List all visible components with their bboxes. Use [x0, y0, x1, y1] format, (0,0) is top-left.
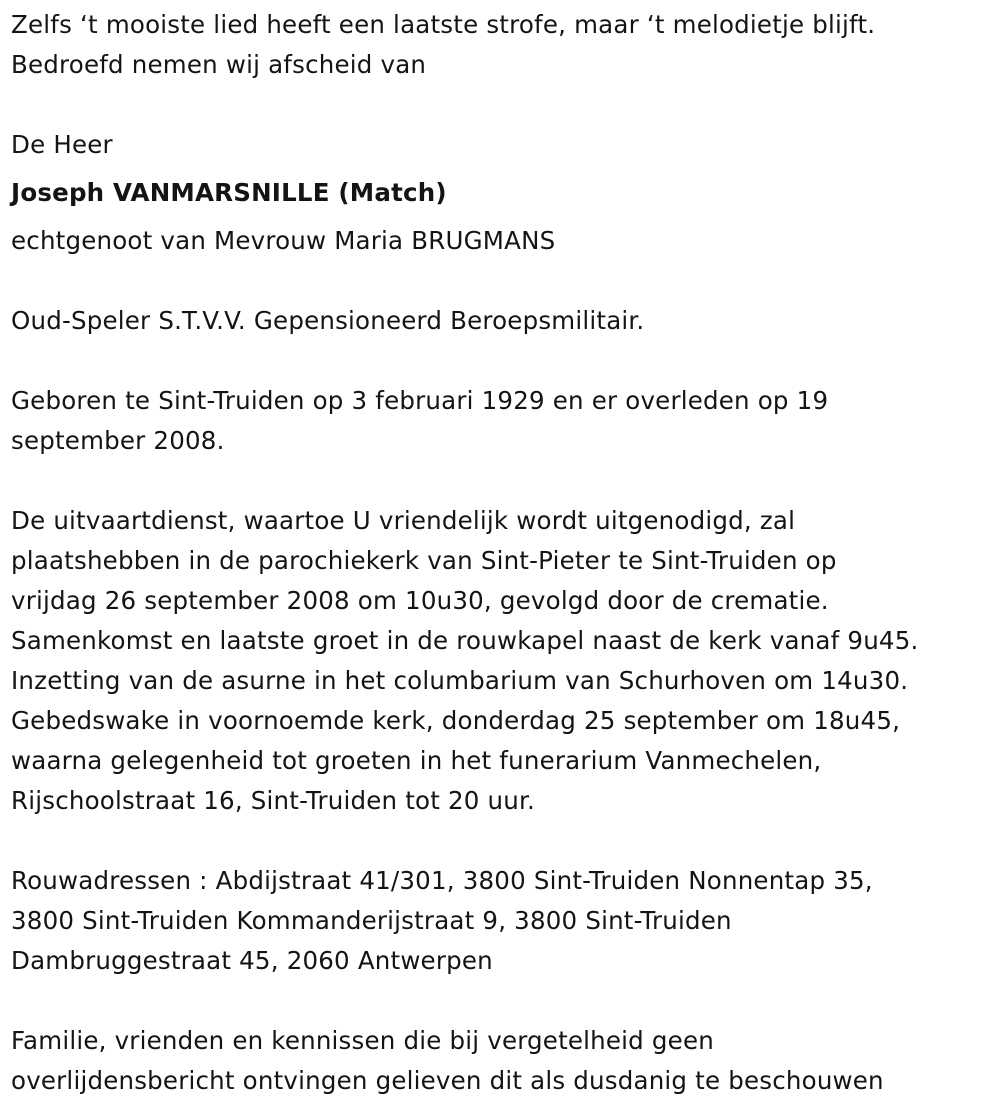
funeral-line: De uitvaartdienst, waartoe U vriendelijk wordt uitgenodigd, zal [11, 506, 796, 535]
spacer [11, 85, 991, 125]
funeral-line: Gebedswake in voornoemde kerk, donderdag 25 september om 18u45, [11, 706, 901, 735]
spouse-line: echtgenoot van Mevrouw Maria BRUGMANS [11, 226, 556, 255]
intro-paragraph [11, 5, 991, 85]
address-line: Dambruggestraat 45, 2060 Antwerpen [11, 946, 493, 975]
addresses-paragraph [11, 861, 991, 981]
spacer [11, 981, 991, 1021]
closing-line: overlijdensbericht ontvingen gelieven dit als dusdanig te beschouwen [11, 1066, 884, 1095]
deceased-name: Joseph VANMARSNILLE (Match) [11, 178, 447, 207]
funeral-line: Rijschoolstraat 16, Sint-Truiden tot 20 uur. [11, 786, 536, 815]
funeral-line: Samenkomst en laatste groet in de rouwkapel naast de kerk vanaf 9u45. [11, 626, 919, 655]
spacer [11, 261, 991, 301]
funeral-line: plaatshebben in de parochiekerk van Sint-Pieter te Sint-Truiden op [11, 546, 837, 575]
salutation: De Heer [11, 130, 113, 159]
obituary-notice [11, 5, 991, 1101]
spacer [11, 461, 991, 501]
funeral-paragraph [11, 501, 991, 821]
address-line: Rouwadressen : Abdijstraat 41/301, 3800 Sint-Truiden Nonnentap 35, [11, 866, 873, 895]
occupation-line: Oud-Speler S.T.V.V. Gepensioneerd Beroepsmilitair. [11, 306, 645, 335]
funeral-line: waarna gelegenheid tot groeten in het funerarium Vanmechelen, [11, 746, 822, 775]
funeral-line: vrijdag 26 september 2008 om 10u30, gevolgd door de crematie. [11, 586, 829, 615]
birth-death-line: september 2008. [11, 426, 225, 455]
birth-death-line: Geboren te Sint-Truiden op 3 februari 1929 en er overleden op 19 [11, 386, 829, 415]
spacer [11, 821, 991, 861]
birth-death-paragraph [11, 381, 991, 461]
funeral-line: Inzetting van de asurne in het columbarium van Schurhoven om 14u30. [11, 666, 909, 695]
intro-farewell: Bedroefd nemen wij afscheid van [11, 50, 427, 79]
closing-paragraph [11, 1021, 991, 1101]
intro-quote: Zelfs ‘t mooiste lied heeft een laatste strofe, maar ‘t melodietje blijft. [11, 10, 876, 39]
spacer [11, 341, 991, 381]
closing-line: Familie, vrienden en kennissen die bij vergetelheid geen [11, 1026, 714, 1055]
address-line: 3800 Sint-Truiden Kommanderijstraat 9, 3800 Sint-Truiden [11, 906, 732, 935]
